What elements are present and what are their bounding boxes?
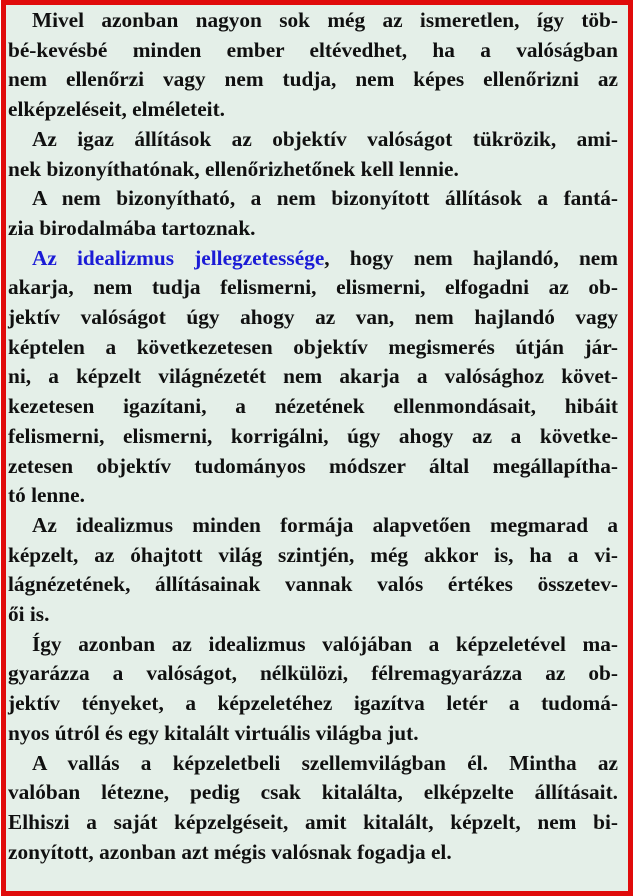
text-line [8,778,618,808]
text-line [8,808,618,838]
text-line [8,125,618,155]
paragraph [8,125,618,184]
text-line [8,214,618,244]
text-segment: nek bizonyíthatónak, ellenőrizhetőnek kell lennie. [8,156,459,181]
text-segment: jektív tényeket, a képzeletéhez igazítva letér a tudomá- [8,691,618,716]
text-segment: képzelt, az óhajtott világ szintjén, még akkor is, ha a vi- [8,542,618,567]
text-segment: képtelen a következetesen objektív megismerés útján jár- [8,334,618,359]
text-line [8,570,618,600]
document-page [1,0,633,896]
text-segment: ni, a képzelt világnézetét nem akarja a valósághoz követ- [8,364,618,389]
text-line [8,659,618,689]
text-segment: elképzeléseit, elméleteit. [8,97,225,122]
text-segment: jektív valóságot úgy ahogy az van, nem hajlandó vagy [8,305,618,330]
text-segment: , hogy nem hajlandó, nem [324,245,618,270]
text-line [8,838,618,868]
text-line [8,362,618,392]
text-segment: zia birodalmába tartoznak. [8,215,256,240]
text-line [8,184,618,214]
text-segment: Az igaz állítások az objektív valóságot tükrözik, ami- [32,126,618,151]
article-body [6,5,628,867]
text-line [8,452,618,482]
text-line [8,600,618,630]
text-segment: felismerni, elismerni, korrigálni, úgy ahogy az a követke- [8,423,618,448]
text-segment: Elhiszi a saját képzelgéseit, amit kitalált, képzelt, nem bi- [8,809,618,834]
text-segment: zetesen objektív tudományos módszer által megállapítha- [8,453,618,478]
text-line [8,392,618,422]
text-segment: ői is. [8,602,50,627]
paragraph [8,749,618,868]
text-line [8,65,618,95]
text-segment: gyarázza a valóságot, nélkülözi, félremagyarázza az ob- [8,661,618,686]
text-line [8,244,618,274]
text-line [8,689,618,719]
text-line [8,333,618,363]
text-segment: Így azonban az idealizmus valójában a képzeletével ma- [32,631,618,656]
text-line [8,273,618,303]
text-line [8,749,618,779]
text-segment: Mivel azonban nagyon sok még az ismeretlen, így töb- [32,8,618,32]
text-line [8,719,618,749]
text-line [8,481,618,511]
text-segment: nem ellenőrzi vagy nem tudja, nem képes ellenőrizni az [8,67,618,92]
text-segment: zonyított, azonban azt mégis valósnak fogadja el. [8,839,452,864]
text-segment: tó lenne. [8,483,85,508]
text-line [8,630,618,660]
text-line [8,303,618,333]
text-segment: kezetesen igazítani, a nézetének ellenmondásait, hibáit [8,394,618,419]
text-line [8,6,618,36]
text-segment: A vallás a képzeletbeli szellemvilágban él. Mintha az [32,750,618,775]
paragraph [8,6,618,125]
paragraph [8,511,618,630]
text-segment: Az idealizmus minden formája alapvetően megmarad a [32,512,618,537]
text-line [8,422,618,452]
text-line [8,155,618,185]
text-segment: bé-kevésbé minden ember eltévedhet, ha a valóságban [8,37,618,62]
text-segment: akarja, nem tudja felismerni, elismerni, elfogadni az ob- [8,275,618,300]
highlighted-phrase: Az idealizmus jellegzetessége [32,245,325,270]
text-line [8,541,618,571]
text-segment: A nem bizonyítható, a nem bizonyított állítások a fantá- [32,186,618,211]
text-line [8,95,618,125]
paragraph [8,630,618,749]
text-segment: valóban létezne, pedig csak kitalálta, elképzelte állításait. [8,780,618,805]
text-segment: lágnézetének, állításainak vannak valós értékes összetev- [8,572,618,597]
paragraph [8,184,618,243]
paragraph [8,244,618,511]
text-line [8,511,618,541]
text-segment: nyos útról és egy kitalált virtuális világba jut. [8,720,419,745]
text-line [8,36,618,66]
